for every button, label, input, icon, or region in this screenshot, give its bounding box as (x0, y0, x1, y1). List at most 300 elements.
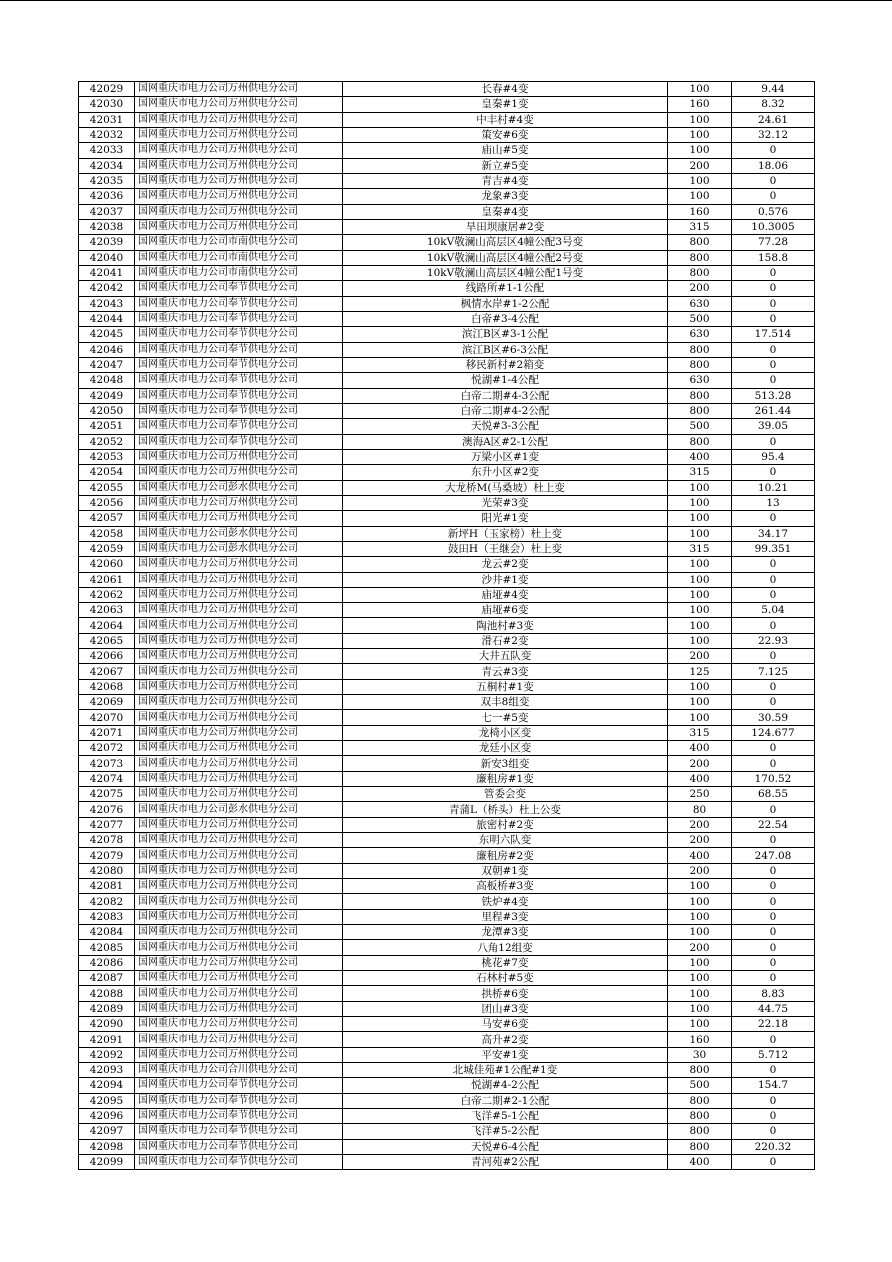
transformer-name-cell: 石林村#5变 (343, 971, 668, 986)
row-id-cell: 42084 (79, 925, 135, 940)
table-row (79, 557, 815, 572)
transformer-name-cell: 大井五队变 (343, 649, 668, 664)
transformer-name-cell: 万梁小区#1变 (343, 449, 668, 464)
company-cell: 国网重庆市电力公司万州供电分公司 (135, 112, 343, 127)
value-cell: 9.44 (732, 82, 815, 97)
transformer-name-cell: 白帝二期#4-3公配 (343, 388, 668, 403)
row-id-cell: 42090 (79, 1017, 135, 1032)
value-cell: 0 (732, 1154, 815, 1169)
table-row (79, 419, 815, 434)
company-cell: 国网重庆市电力公司万州供电分公司 (135, 603, 343, 618)
table-row (79, 848, 815, 863)
row-id-cell: 42075 (79, 787, 135, 802)
transformer-name-cell: 枫情水岸#1-2公配 (343, 296, 668, 311)
value-cell: 8.83 (732, 986, 815, 1001)
value-cell: 0 (732, 572, 815, 587)
capacity-cell: 315 (668, 541, 732, 556)
table-row (79, 357, 815, 372)
row-id-cell: 42055 (79, 480, 135, 495)
row-id-cell: 42059 (79, 541, 135, 556)
capacity-cell: 200 (668, 833, 732, 848)
row-id-cell: 42037 (79, 204, 135, 219)
table-row (79, 97, 815, 112)
table-row (79, 955, 815, 970)
row-id-cell: 42053 (79, 449, 135, 464)
capacity-cell: 100 (668, 526, 732, 541)
company-cell: 国网重庆市电力公司奉节供电分公司 (135, 311, 343, 326)
capacity-cell: 400 (668, 449, 732, 464)
company-cell: 国网重庆市电力公司奉节供电分公司 (135, 434, 343, 449)
table-row (79, 189, 815, 204)
value-cell: 32.12 (732, 127, 815, 142)
table-row (79, 1124, 815, 1139)
row-id-cell: 42097 (79, 1124, 135, 1139)
capacity-cell: 200 (668, 158, 732, 173)
table-row (79, 526, 815, 541)
capacity-cell: 100 (668, 1001, 732, 1016)
capacity-cell: 100 (668, 173, 732, 188)
capacity-cell: 100 (668, 143, 732, 158)
transformer-name-cell: 鼓田H（王继会）杜上变 (343, 541, 668, 556)
capacity-cell: 100 (668, 633, 732, 648)
capacity-cell: 315 (668, 725, 732, 740)
company-cell: 国网重庆市电力公司万州供电分公司 (135, 1017, 343, 1032)
row-id-cell: 42057 (79, 511, 135, 526)
row-id-cell: 42083 (79, 909, 135, 924)
value-cell: 124.677 (732, 725, 815, 740)
transformer-name-cell: 旅密村#2变 (343, 817, 668, 832)
table-row (79, 986, 815, 1001)
row-id-cell: 42080 (79, 863, 135, 878)
company-cell: 国网重庆市电力公司万州供电分公司 (135, 756, 343, 771)
row-id-cell: 42044 (79, 311, 135, 326)
row-id-cell: 42068 (79, 679, 135, 694)
company-cell: 国网重庆市电力公司万州供电分公司 (135, 925, 343, 940)
value-cell: 0 (732, 281, 815, 296)
company-cell: 国网重庆市电力公司万州供电分公司 (135, 909, 343, 924)
row-id-cell: 42099 (79, 1154, 135, 1169)
value-cell: 0 (732, 618, 815, 633)
table-row (79, 281, 815, 296)
transformer-name-cell: 东明六队变 (343, 833, 668, 848)
table-row (79, 1001, 815, 1016)
company-cell: 国网重庆市电力公司万州供电分公司 (135, 82, 343, 97)
capacity-cell: 800 (668, 357, 732, 372)
company-cell: 国网重庆市电力公司万州供电分公司 (135, 649, 343, 664)
capacity-cell: 800 (668, 403, 732, 418)
company-cell: 国网重庆市电力公司万州供电分公司 (135, 449, 343, 464)
row-id-cell: 42076 (79, 802, 135, 817)
capacity-cell: 500 (668, 419, 732, 434)
table-row (79, 679, 815, 694)
transformer-name-cell: 桃花#7变 (343, 955, 668, 970)
value-cell: 220.32 (732, 1139, 815, 1154)
value-cell: 0 (732, 925, 815, 940)
table-row (79, 1093, 815, 1108)
table-row (79, 296, 815, 311)
value-cell: 18.06 (732, 158, 815, 173)
transformer-name-cell: 双朝#1变 (343, 863, 668, 878)
capacity-cell: 100 (668, 603, 732, 618)
value-cell: 0 (732, 434, 815, 449)
transformer-name-cell: 10kV敬澜山高层区4幢公配1号变 (343, 265, 668, 280)
capacity-cell: 100 (668, 955, 732, 970)
company-cell: 国网重庆市电力公司万州供电分公司 (135, 572, 343, 587)
value-cell: 5.04 (732, 603, 815, 618)
value-cell: 22.93 (732, 633, 815, 648)
row-id-cell: 42043 (79, 296, 135, 311)
company-cell: 国网重庆市电力公司市南供电分公司 (135, 235, 343, 250)
company-cell: 国网重庆市电力公司奉节供电分公司 (135, 373, 343, 388)
capacity-cell: 100 (668, 1017, 732, 1032)
transformer-name-cell: 滨江B区#6-3公配 (343, 342, 668, 357)
capacity-cell: 400 (668, 1154, 732, 1169)
value-cell: 0 (732, 679, 815, 694)
table-row (79, 465, 815, 480)
company-cell: 国网重庆市电力公司奉节供电分公司 (135, 1108, 343, 1123)
table-row (79, 863, 815, 878)
table-row (79, 158, 815, 173)
table-row (79, 618, 815, 633)
company-cell: 国网重庆市电力公司万州供电分公司 (135, 495, 343, 510)
capacity-cell: 800 (668, 1093, 732, 1108)
transformer-name-cell: 阳光#1变 (343, 511, 668, 526)
table-row (79, 219, 815, 234)
company-cell: 国网重庆市电力公司万州供电分公司 (135, 557, 343, 572)
row-id-cell: 42029 (79, 82, 135, 97)
capacity-cell: 800 (668, 1063, 732, 1078)
transformer-name-cell: 旱田坝康居#2变 (343, 219, 668, 234)
capacity-cell: 800 (668, 250, 732, 265)
transformer-name-cell: 白帝二期#4-2公配 (343, 403, 668, 418)
row-id-cell: 42048 (79, 373, 135, 388)
transformer-name-cell: 中丰村#4变 (343, 112, 668, 127)
capacity-cell: 100 (668, 986, 732, 1001)
company-cell: 国网重庆市电力公司万州供电分公司 (135, 971, 343, 986)
table-row (79, 603, 815, 618)
row-id-cell: 42034 (79, 158, 135, 173)
transformer-name-cell: 高板桥#3变 (343, 879, 668, 894)
company-cell: 国网重庆市电力公司万州供电分公司 (135, 741, 343, 756)
value-cell: 0 (732, 894, 815, 909)
transformer-name-cell: 龙椅小区变 (343, 725, 668, 740)
table-row (79, 434, 815, 449)
table-row (79, 204, 815, 219)
table-row (79, 265, 815, 280)
row-id-cell: 42078 (79, 833, 135, 848)
capacity-cell: 200 (668, 281, 732, 296)
table-row (79, 127, 815, 142)
row-id-cell: 42095 (79, 1093, 135, 1108)
table-row (79, 1108, 815, 1123)
company-cell: 国网重庆市电力公司万州供电分公司 (135, 633, 343, 648)
transformer-name-cell: 皇秦#4变 (343, 204, 668, 219)
value-cell: 0 (732, 756, 815, 771)
transformer-name-cell: 白帝二期#2-1公配 (343, 1093, 668, 1108)
capacity-cell: 630 (668, 373, 732, 388)
table-row (79, 1032, 815, 1047)
page-top-rule (0, 0, 892, 1)
table-row (79, 541, 815, 556)
value-cell: 0 (732, 557, 815, 572)
value-cell: 68.55 (732, 787, 815, 802)
table-row (79, 649, 815, 664)
transformer-name-cell: 拱桥#6变 (343, 986, 668, 1001)
value-cell: 99.351 (732, 541, 815, 556)
table-row (79, 250, 815, 265)
transformer-name-cell: 移民新村#2箱变 (343, 357, 668, 372)
row-id-cell: 42056 (79, 495, 135, 510)
table-row (79, 695, 815, 710)
table-row (79, 940, 815, 955)
transformer-name-cell: 铁炉#4变 (343, 894, 668, 909)
company-cell: 国网重庆市电力公司奉节供电分公司 (135, 1078, 343, 1093)
row-id-cell: 42094 (79, 1078, 135, 1093)
table-row (79, 909, 815, 924)
transformer-name-cell: 龙云#2变 (343, 557, 668, 572)
capacity-cell: 100 (668, 112, 732, 127)
company-cell: 国网重庆市电力公司彭水供电分公司 (135, 541, 343, 556)
transformer-name-cell: 八角12组变 (343, 940, 668, 955)
row-id-cell: 42060 (79, 557, 135, 572)
company-cell: 国网重庆市电力公司万州供电分公司 (135, 695, 343, 710)
table-row (79, 143, 815, 158)
company-cell: 国网重庆市电力公司奉节供电分公司 (135, 419, 343, 434)
value-cell: 0 (732, 1093, 815, 1108)
value-cell: 13 (732, 495, 815, 510)
capacity-cell: 100 (668, 894, 732, 909)
table-row (79, 1078, 815, 1093)
table-row (79, 833, 815, 848)
table-row (79, 725, 815, 740)
company-cell: 国网重庆市电力公司奉节供电分公司 (135, 357, 343, 372)
table-row (79, 373, 815, 388)
transformer-name-cell: 廉租房#2变 (343, 848, 668, 863)
capacity-cell: 80 (668, 802, 732, 817)
transformer-name-cell: 光荣#3变 (343, 495, 668, 510)
transformer-name-cell: 澳海A区#2-1公配 (343, 434, 668, 449)
company-cell: 国网重庆市电力公司万州供电分公司 (135, 940, 343, 955)
transformer-name-cell: 龙潭#3变 (343, 925, 668, 940)
value-cell: 247.08 (732, 848, 815, 863)
value-cell: 22.54 (732, 817, 815, 832)
row-id-cell: 42092 (79, 1047, 135, 1062)
row-id-cell: 42066 (79, 649, 135, 664)
table-row (79, 82, 815, 97)
table-row (79, 173, 815, 188)
capacity-cell: 200 (668, 940, 732, 955)
value-cell: 0 (732, 296, 815, 311)
company-cell: 国网重庆市电力公司奉节供电分公司 (135, 388, 343, 403)
value-cell: 95.4 (732, 449, 815, 464)
value-cell: 0 (732, 342, 815, 357)
value-cell: 0 (732, 971, 815, 986)
value-cell: 0.576 (732, 204, 815, 219)
value-cell: 0 (732, 1063, 815, 1078)
table-row (79, 449, 815, 464)
value-cell: 0 (732, 955, 815, 970)
capacity-cell: 400 (668, 848, 732, 863)
company-cell: 国网重庆市电力公司万州供电分公司 (135, 986, 343, 1001)
transformer-name-cell: 庙垭#4变 (343, 587, 668, 602)
capacity-cell: 100 (668, 189, 732, 204)
transformer-name-cell: 飞洋#5-1公配 (343, 1108, 668, 1123)
company-cell: 国网重庆市电力公司万州供电分公司 (135, 204, 343, 219)
row-id-cell: 42040 (79, 250, 135, 265)
value-cell: 0 (732, 265, 815, 280)
capacity-cell: 200 (668, 817, 732, 832)
row-id-cell: 42072 (79, 741, 135, 756)
company-cell: 国网重庆市电力公司市南供电分公司 (135, 265, 343, 280)
capacity-cell: 315 (668, 465, 732, 480)
capacity-cell: 800 (668, 434, 732, 449)
capacity-cell: 100 (668, 511, 732, 526)
capacity-cell: 100 (668, 679, 732, 694)
row-id-cell: 42035 (79, 173, 135, 188)
value-cell: 0 (732, 1124, 815, 1139)
company-cell: 国网重庆市电力公司万州供电分公司 (135, 143, 343, 158)
table-row (79, 817, 815, 832)
row-id-cell: 42046 (79, 342, 135, 357)
transformer-name-cell: 平安#1变 (343, 1047, 668, 1062)
transformer-name-cell: 青河苑#2公配 (343, 1154, 668, 1169)
row-id-cell: 42058 (79, 526, 135, 541)
company-cell: 国网重庆市电力公司彭水供电分公司 (135, 480, 343, 495)
company-cell: 国网重庆市电力公司万州供电分公司 (135, 618, 343, 633)
row-id-cell: 42074 (79, 771, 135, 786)
value-cell: 7.125 (732, 664, 815, 679)
capacity-cell: 100 (668, 710, 732, 725)
capacity-cell: 500 (668, 311, 732, 326)
company-cell: 国网重庆市电力公司万州供电分公司 (135, 173, 343, 188)
transformer-name-cell: 庙垭#6变 (343, 603, 668, 618)
company-cell: 国网重庆市电力公司万州供电分公司 (135, 848, 343, 863)
company-cell: 国网重庆市电力公司奉节供电分公司 (135, 403, 343, 418)
row-id-cell: 42077 (79, 817, 135, 832)
capacity-cell: 30 (668, 1047, 732, 1062)
table-row (79, 741, 815, 756)
table-row (79, 971, 815, 986)
table-row (79, 1139, 815, 1154)
capacity-cell: 200 (668, 863, 732, 878)
value-cell: 34.17 (732, 526, 815, 541)
table-row (79, 664, 815, 679)
transformer-name-cell: 龙象#3变 (343, 189, 668, 204)
transformer-name-cell: 高升#2变 (343, 1032, 668, 1047)
capacity-cell: 100 (668, 495, 732, 510)
table-row (79, 756, 815, 771)
row-id-cell: 42071 (79, 725, 135, 740)
value-cell: 10.21 (732, 480, 815, 495)
capacity-cell: 100 (668, 557, 732, 572)
transformer-table (78, 81, 815, 1170)
value-cell: 0 (732, 741, 815, 756)
transformer-name-cell: 线路所#1-1公配 (343, 281, 668, 296)
value-cell: 17.514 (732, 327, 815, 342)
table-row (79, 1047, 815, 1062)
company-cell: 国网重庆市电力公司奉节供电分公司 (135, 342, 343, 357)
capacity-cell: 100 (668, 572, 732, 587)
value-cell: 5.712 (732, 1047, 815, 1062)
capacity-cell: 800 (668, 235, 732, 250)
row-id-cell: 42045 (79, 327, 135, 342)
row-id-cell: 42073 (79, 756, 135, 771)
capacity-cell: 400 (668, 741, 732, 756)
company-cell: 国网重庆市电力公司奉节供电分公司 (135, 1093, 343, 1108)
capacity-cell: 630 (668, 296, 732, 311)
row-id-cell: 42065 (79, 633, 135, 648)
company-cell: 国网重庆市电力公司彭水供电分公司 (135, 802, 343, 817)
value-cell: 0 (732, 189, 815, 204)
company-cell: 国网重庆市电力公司奉节供电分公司 (135, 281, 343, 296)
capacity-cell: 100 (668, 618, 732, 633)
value-cell: 10.3005 (732, 219, 815, 234)
transformer-name-cell: 龙廷小区变 (343, 741, 668, 756)
row-id-cell: 42096 (79, 1108, 135, 1123)
transformer-name-cell: 团山#3变 (343, 1001, 668, 1016)
company-cell: 国网重庆市电力公司万州供电分公司 (135, 863, 343, 878)
transformer-name-cell: 天悦#3-3公配 (343, 419, 668, 434)
transformer-name-cell: 新立#5变 (343, 158, 668, 173)
row-id-cell: 42033 (79, 143, 135, 158)
company-cell: 国网重庆市电力公司万州供电分公司 (135, 833, 343, 848)
capacity-cell: 800 (668, 1124, 732, 1139)
table-row (79, 572, 815, 587)
row-id-cell: 42082 (79, 894, 135, 909)
table-row (79, 710, 815, 725)
value-cell: 30.59 (732, 710, 815, 725)
company-cell: 国网重庆市电力公司万州供电分公司 (135, 97, 343, 112)
row-id-cell: 42086 (79, 955, 135, 970)
value-cell: 0 (732, 511, 815, 526)
company-cell: 国网重庆市电力公司万州供电分公司 (135, 679, 343, 694)
value-cell: 0 (732, 863, 815, 878)
value-cell: 170.52 (732, 771, 815, 786)
company-cell: 国网重庆市电力公司奉节供电分公司 (135, 1124, 343, 1139)
transformer-name-cell: 白帝#3-4公配 (343, 311, 668, 326)
capacity-cell: 100 (668, 480, 732, 495)
table-body (79, 82, 815, 1170)
row-id-cell: 42031 (79, 112, 135, 127)
row-id-cell: 42050 (79, 403, 135, 418)
row-id-cell: 42091 (79, 1032, 135, 1047)
transformer-name-cell: 五桐村#1变 (343, 679, 668, 694)
company-cell: 国网重庆市电力公司万州供电分公司 (135, 955, 343, 970)
table-row (79, 311, 815, 326)
transformer-name-cell: 大龙桥M(马桑坡）杜上变 (343, 480, 668, 495)
value-cell: 0 (732, 1108, 815, 1123)
value-cell: 0 (732, 143, 815, 158)
row-id-cell: 42041 (79, 265, 135, 280)
row-id-cell: 42038 (79, 219, 135, 234)
row-id-cell: 42093 (79, 1063, 135, 1078)
capacity-cell: 200 (668, 756, 732, 771)
capacity-cell: 315 (668, 219, 732, 234)
row-id-cell: 42039 (79, 235, 135, 250)
value-cell: 44.75 (732, 1001, 815, 1016)
table-row (79, 480, 815, 495)
row-id-cell: 42087 (79, 971, 135, 986)
company-cell: 国网重庆市电力公司奉节供电分公司 (135, 1139, 343, 1154)
row-id-cell: 42061 (79, 572, 135, 587)
value-cell: 154.7 (732, 1078, 815, 1093)
company-cell: 国网重庆市电力公司市南供电分公司 (135, 250, 343, 265)
transformer-name-cell: 庙山#5变 (343, 143, 668, 158)
table-row (79, 112, 815, 127)
row-id-cell: 42081 (79, 879, 135, 894)
transformer-name-cell: 悦湖#1-4公配 (343, 373, 668, 388)
value-cell: 0 (732, 357, 815, 372)
